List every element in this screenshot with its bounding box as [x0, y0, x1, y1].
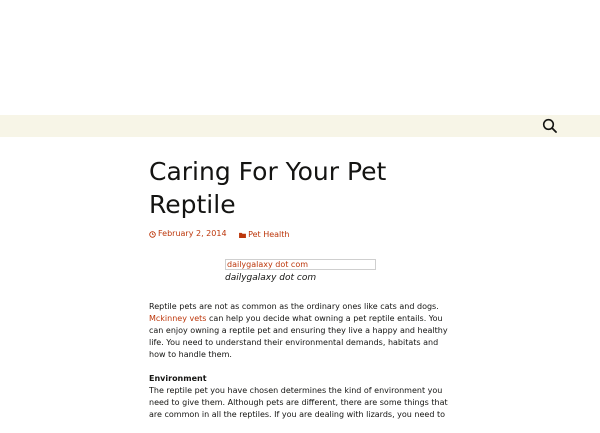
post-category-link[interactable]	[239, 229, 289, 241]
search-icon	[542, 118, 558, 134]
post-date: February 2, 2014	[158, 228, 227, 240]
paragraph-intro	[149, 301, 454, 361]
ad-caption: dailygalaxy dot com	[225, 272, 454, 284]
folder-icon	[239, 232, 246, 238]
post-body	[149, 301, 454, 421]
search-toggle-button[interactable]	[542, 118, 558, 134]
navbar	[0, 115, 600, 137]
ad-block	[225, 259, 454, 284]
post-meta	[149, 228, 454, 242]
paragraph-environment: The reptile pet you have chosen determines the kind of environment you need to give them. Although pets are different, there are some things that are common in all the reptiles. If you are dealing with lizards, you need to	[149, 385, 454, 421]
site-header	[0, 0, 600, 115]
post-category: Pet Health	[248, 229, 289, 241]
clock-icon	[149, 231, 156, 238]
section-heading-environment: Environment	[149, 373, 454, 385]
ad-link-box[interactable]: dailygalaxy dot com	[225, 259, 376, 270]
main-content	[149, 137, 454, 433]
post-title[interactable]: Caring For Your Pet Reptile	[149, 137, 454, 221]
intro-text-after: can help you decide what owning a pet reptile entails. You can enjoy owning a reptile pet and ensuring they live a happy and healthy life. You need to understand their environmental demands, habitats and how to handle them.	[149, 314, 448, 359]
mckinney-vets-link[interactable]: Mckinney vets	[149, 314, 206, 323]
intro-text-before: Reptile pets are not as common as the ordinary ones like cats and dogs.	[149, 302, 439, 311]
post-date-link[interactable]	[149, 228, 227, 240]
